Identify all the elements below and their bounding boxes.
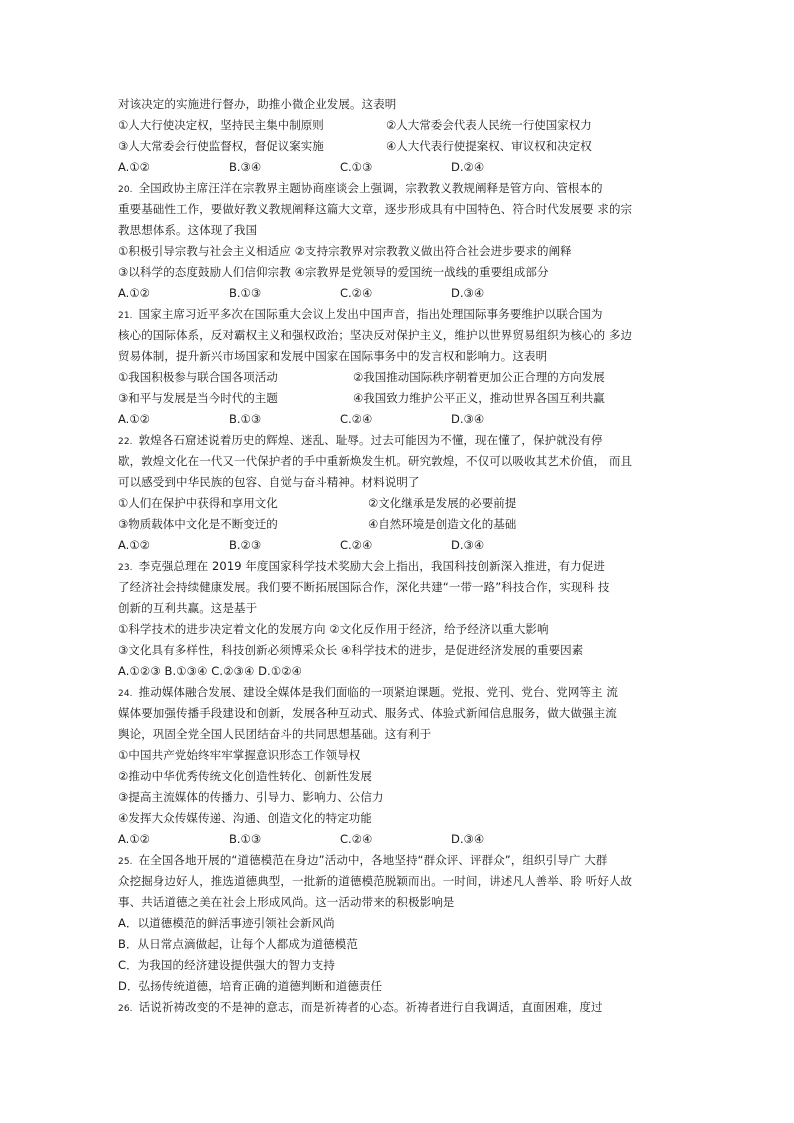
statement-row [118, 388, 678, 409]
option-a: A.①② [118, 538, 150, 552]
question-text: 国家主席习近平多次在国际重大会议上发出中国声音，指出处理国际事务要维护以联合国为 [138, 307, 603, 321]
question-text: 媒体要加强传播手段建设和创新，发展各种互动式、服务式、体验式新闻信息服务，做大做强主流 [118, 706, 617, 720]
statement-row [118, 136, 678, 157]
answer-options [118, 535, 678, 556]
statement-row: ①积极引导宗教与社会主义相适应 ②支持宗教界对宗教教义做出符合社会进步要求的阐释 [118, 244, 572, 258]
question-text: 全国政协主席汪洋在宗教界主题协商座谈会上强调，宗教教义教规阐释是管方向、管根本的 [138, 181, 603, 195]
option-c: C.②④ [340, 412, 373, 426]
option-a: A.①② [118, 160, 150, 174]
statement-3: ③人大常委会行使监督权，督促议案实施 [118, 139, 324, 153]
statement-3: ③提高主流媒体的传播力、引导力、影响力、公信力 [118, 790, 384, 804]
question-20 [118, 178, 678, 199]
question-text: 教思想体系。这体现了我国 [118, 223, 258, 237]
statement-row [118, 367, 678, 388]
option-c: C.②④ [340, 286, 373, 300]
question-text: 话说祈祷改变的不是神的意志，而是祈祷者的心态。祈祷者进行自我调适，直面困难，度过 [138, 1000, 603, 1014]
option-a: A．以道德模范的鲜活事迹引领社会新风尚 [118, 916, 335, 930]
question-text: 歇，敦煌文化在一代又一代保护者的手中重新焕发生机。研究敦煌，不仅可以吸收其艺术价值， 而且 [118, 454, 633, 468]
option-c: C.②④ [340, 538, 373, 552]
question-text: 事、共话道德之美在社会上形成风尚。这一活动带来的积极影响是 [118, 895, 455, 909]
option-d: D．弘扬传统道德，培育正确的道德判断和道德责任 [118, 979, 383, 993]
statement-4: ④发挥大众传媒传递、沟通、创造文化的特定功能 [118, 811, 373, 825]
option-c: C．为我国的经济建设提供强大的智力支持 [118, 958, 335, 972]
question-number: 26. [118, 1004, 133, 1014]
question-text: 核心的国际体系，反对霸权主义和强权政治；坚决反对保护主义，维护以世界贸易组织为核心的 多边 [118, 328, 633, 342]
question-text: 李克强总理在 2019 年度国家科学技术奖励大会上指出，我国科技创新深入推进，有力促进 [138, 559, 605, 573]
answer-options: A.①②③ B.①③④ C.②③④ D.①②④ [118, 664, 303, 678]
answer-options [118, 409, 678, 430]
option-c: C.②④ [340, 832, 373, 846]
question-number: 20. [118, 185, 133, 195]
statement-row [118, 514, 678, 535]
question-number: 25. [118, 857, 133, 867]
option-a: A.①② [118, 832, 150, 846]
statement-1: ①我国积极参与联合国各项活动 [118, 370, 278, 384]
question-number: 22. [118, 437, 133, 447]
statement-3: ③和平与发展是当今时代的主题 [118, 391, 278, 405]
statement-4: ④自然环境是创造文化的基础 [368, 517, 517, 531]
statement-2: ②我国推动国际秩序朝着更加公正合理的方向发展 [353, 370, 605, 384]
statement-2: ②文化继承是发展的必要前提 [368, 496, 517, 510]
question-text: 贸易体制，提升新兴市场国家和发展中国家在国际事务中的发言权和影响力。这表明 [118, 349, 548, 363]
question-text: 推动媒体融合发展、建设全媒体是我们面临的一项紧迫课题。党报、党刊、党台、党网等主 流 [138, 685, 618, 699]
statement-1: ①人大行使决定权，坚持民主集中制原则 [118, 118, 324, 132]
question-24 [118, 682, 678, 703]
option-b: B.①③ [229, 286, 262, 300]
question-text: 在全国各地开展的“道德模范在身边”活动中，各地坚持“群众评、评群众”，组织引导广 大群 [138, 853, 608, 867]
question-text: 众挖掘身边好人，推选道德典型，一批新的道德模范脱颖而出。一时间，讲述凡人善举、聆 听好人故 [118, 874, 633, 888]
question-26 [118, 997, 678, 1018]
option-d: D.③④ [451, 538, 485, 552]
option-d: D.②④ [451, 160, 485, 174]
option-b: B.③④ [229, 160, 262, 174]
statement-2: ②推动中华优秀传统文化创造性转化、创新性发展 [118, 769, 373, 783]
question-text: 重要基础性工作，要做好教义教规阐释这篇大文章，逐步形成具有中国特色、符合时代发展要 求的宗 [118, 202, 633, 216]
option-d: D.③④ [451, 412, 485, 426]
option-b: B.②③ [229, 538, 262, 552]
statement-row [118, 493, 678, 514]
option-b: B.①③ [229, 832, 262, 846]
question-text: 了经济社会持续健康发展。我们要不断拓展国际合作，深化共建“一带一路”科技合作，实现科 技 [118, 580, 610, 594]
statement-1: ①中国共产党始终牢牢掌握意识形态工作领导权 [118, 748, 361, 762]
statement-row: ③文化具有多样性，科技创新必须博采众长 ④科学技术的进步，是促进经济发展的重要因素 [118, 643, 584, 657]
statement-row [118, 115, 678, 136]
question-text: 可以感受到中华民族的包容、自觉与奋斗精神。材料说明了 [118, 475, 420, 489]
question-number: 24. [118, 689, 133, 699]
text-line: 对该决定的实施进行督办，助推小微企业发展。这表明 [118, 97, 397, 111]
answer-options [118, 829, 678, 850]
option-c: C.①③ [340, 160, 373, 174]
question-text: 创新的互利共赢。这是基于 [118, 601, 258, 615]
answer-options [118, 283, 678, 304]
question-21 [118, 304, 678, 325]
question-number: 23. [118, 563, 133, 573]
statement-1: ①人们在保护中获得和享用文化 [118, 496, 278, 510]
option-d: D.③④ [451, 832, 485, 846]
statement-row: ③以科学的态度鼓励人们信仰宗教 ④宗教界是党领导的爱国统一战线的重要组成部分 [118, 265, 549, 279]
question-text: 敦煌各石窟述说着历史的辉煌、迷乱、耻辱。过去可能因为不懂，现在懂了，保护就没有停 [138, 433, 603, 447]
statement-3: ③物质载体中文化是不断变迁的 [118, 517, 278, 531]
option-b: B．从日常点滴做起，让每个人都成为道德模范 [118, 937, 358, 951]
statement-row: ①科学技术的进步决定着文化的发展方向 ②文化反作用于经济，给予经济以重大影响 [118, 622, 549, 636]
exam-page [118, 94, 678, 1018]
answer-options [118, 157, 678, 178]
question-23 [118, 556, 678, 577]
statement-2: ②人大常委会代表人民统一行使国家权力 [386, 118, 592, 132]
statement-4: ④人大代表行使提案权、审议权和决定权 [386, 139, 592, 153]
option-a: A.①② [118, 412, 150, 426]
option-d: D.③④ [451, 286, 485, 300]
option-b: B.①③ [229, 412, 262, 426]
option-a: A.①② [118, 286, 150, 300]
question-22 [118, 430, 678, 451]
question-25 [118, 850, 678, 871]
question-number: 21. [118, 311, 133, 321]
statement-4: ④我国致力维护公平正义，推动世界各国互利共赢 [353, 391, 605, 405]
question-text: 舆论，巩固全党全国人民团结奋斗的共同思想基础。这有利于 [118, 727, 432, 741]
